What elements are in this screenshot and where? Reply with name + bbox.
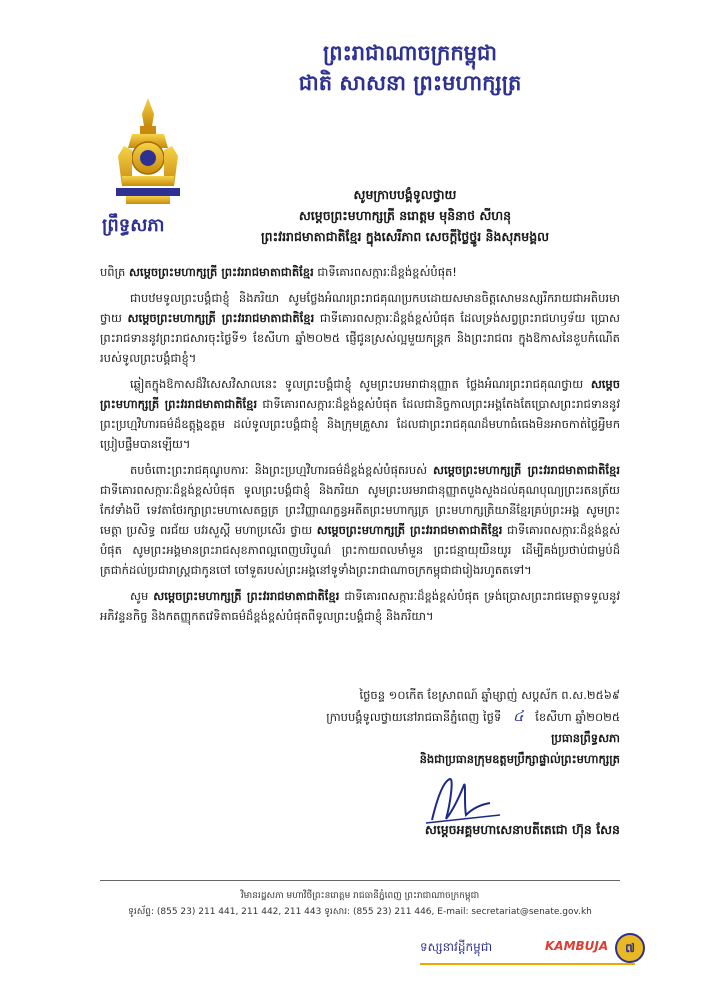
lunar-date: ថ្ងៃចន្ទ ១០កើត ខែស្រាពណ៍ ឆ្នាំម្សាញ់ សប្តស័ក ព.ស.២៥៦៩: [359, 688, 620, 702]
p3-text-a: តបចំពោះព្រះរាជគុណូបការៈ និងព្រះប្រហ្មវិហារធម៌ដ៏ខ្ពង់ខ្ពស់បំផុតរបស់: [130, 463, 428, 477]
place-date: [320, 706, 620, 728]
kingdom-title: ព្រះរាជាណាចក្រកម្ពុជា: [322, 41, 497, 65]
p1-text-a: ជាបឋមទូលព្រះបង្គំជាខ្ញុំ និងភរិយា សូមថ្លែងអំណរព្រះរាជគុណប្រកបដោយសមានចិត្តសោមនស្សរីករាយជាអតិបរមា ថ្វាយ: [100, 291, 620, 325]
paragraph-4: [100, 586, 620, 626]
letterhead: [200, 38, 620, 98]
p1-text-b: ជាទីគោរពសក្ការៈដ៏ខ្ពង់ខ្ពស់បំផុត ដែលទ្រង់សព្វព្រះរាជហឫទ័យ ប្រោសព្រះរាជទាននូវព្រះរាជសារចុះថ្ងៃទី១ ខែសីហា ឆ្នាំ២០២៥ ផ្ញើជូនស្រស់ល្អមួយកន្ត្រក និងព្រះរាជពរ ក្នុងឱកាសនៃខួបកំណើតរបស់ទូលព្រះបង្គំជាខ្ញុំ។: [100, 311, 620, 365]
signer-title-1: ប្រធានព្រឹទ្ធសភា: [551, 731, 620, 745]
p2-text-b: ជាទីគោរពសក្ការៈដ៏ខ្ពង់ខ្ពស់បំផុត ដែលជានិច្ចកាលព្រះអង្គតែងតែប្រោសព្រះរាជទាននូវព្រះប្រហ្មវិហារធម៌ដ៏ឧត្តុង្គឧត្តម ដល់ទូលព្រះបង្គំជាខ្ញុំ និងក្រុមគ្រួសារ ដែលជាព្រះរាជគុណដ៏មហាធំធេងមិនអាចកាត់ថ្លៃអ្វីមកប្រៀបផ្ទឹមបានឡើយ។: [100, 397, 620, 451]
addressee-line-1: សូមក្រាបបង្គំទូលថ្វាយ: [353, 187, 457, 202]
royal-emblem: [102, 96, 194, 206]
paragraph-2: [100, 374, 620, 454]
footer-divider: [100, 880, 620, 881]
place-date-suffix: ខែសីហា ឆ្នាំ២០២៥: [535, 710, 620, 724]
paragraph-1: [100, 288, 620, 368]
p3-text-c: ជាទីគោរពសក្ការៈដ៏ខ្ពង់ខ្ពស់បំផុត សូមព្រះអង្គមានព្រះរាជសុខភាពល្អពេញបរិបូណ៌ ព្រះកាយពលមាំមួន ព្រះជន្មាយុយឺនយូរ ដើម្បីគង់ប្រថាប់ជាម្លប់ដ៏ត្រជាក់ដល់ប្រជារាស្ត្រជាកូនចៅ ចៅទួតរបស់ព្រះអង្គនៅទូទាំងព្រះរាជាណាចក្រកម្ពុជាជារៀងរហូតតទៅ។: [100, 523, 621, 577]
magazine-title: ទស្សនាវដ្តីកម្ពុជា: [420, 940, 493, 954]
salutation-name: សម្តេចព្រះមហាក្សត្រី ព្រះវររាជមាតាជាតិខ្មែរ: [128, 265, 314, 279]
p3-name-2: សម្តេចព្រះមហាក្សត្រី ព្រះវររាជមាតាជាតិខ្មែរ: [316, 523, 503, 537]
addressee-line-3: ព្រះវររាជមាតាជាតិខ្មែរ ក្នុងសេរីភាព សេចក្តីថ្លៃថ្នូរ និងសុភមង្គល: [260, 229, 550, 244]
magazine-page-badge: [420, 933, 660, 971]
salutation-prefix: បពិត្រ: [100, 265, 126, 279]
addressee-line-2: សម្តេចព្រះមហាក្សត្រី នរោត្តម មុនិនាថ សីហនុ: [298, 208, 512, 223]
p2-text-a: ឆ្លៀតក្នុងឱកាសដ៏វិសេសវិសាលនេះ ទូលព្រះបង្គំជាខ្ញុំ សូមព្រះបរមរាជានុញ្ញាត ថ្លែងអំណរព្រះរាជគុណថ្វាយ: [130, 377, 584, 391]
national-motto: ជាតិ សាសនា ព្រះមហាក្សត្រ: [298, 71, 522, 95]
p3-name-1: សម្តេចព្រះមហាក្សត្រី ព្រះវររាជមាតាជាតិខ្មែរ: [433, 463, 621, 477]
paragraph-3: [100, 460, 620, 580]
place-date-prefix: ក្រាបបង្គំទូលថ្វាយនៅរាជធានីភ្នំពេញ ថ្ងៃទី: [326, 710, 502, 724]
p2-name: សម្តេចព្រះមហាក្សត្រី ព្រះវររាជមាតាជាតិខ្មែរ: [100, 377, 621, 411]
signer-title-2: និងជាប្រធានក្រុមឧត្តមប្រឹក្សាផ្ទាល់ព្រះមហាក្សត្រ: [419, 752, 620, 766]
closing-block: [320, 685, 620, 770]
p3-text-b: ជាទីគោរពសក្ការៈដ៏ខ្ពង់ខ្ពស់បំផុត ទូលព្រះបង្គំជាខ្ញុំ និងភរិយា សូមព្រះបរមរាជានុញ្ញាតបួងសួងដល់គុណបុណ្យព្រះរតនត្រ័យ កែវទាំងបី ទេវតាថែរក្សាព្រះមហាសេតច្ឆត្រ ព្រះវិញ្ញាណក្ខន្ធអតីតព្រះមហាក្សត្រ ព្រះមហាក្សត្រិយានីខ្មែរគ្រប់ព្រះអង្គ សូមព្រះមេត្តា ប្រសិទ្ធ ពរជ័យ បវរសួស្តី មហាប្រសើរ ថ្វាយ: [100, 483, 620, 537]
p1-name: សម្តេចព្រះមហាក្សត្រី ព្រះវររាជមាតាជាតិខ្មែរ: [127, 311, 315, 325]
addressee-block: [200, 184, 610, 247]
footer-address: វិមានរដ្ឋសភា មហាវិថីព្រះនរោត្តម រាជធានីភ្នំពេញ ព្រះរាជាណាចក្រកម្ពុជា: [240, 891, 480, 901]
signer-name: សម្តេចអគ្គមហាសេនាបតីតេជោ ហ៊ុន សែន: [424, 822, 620, 837]
footer-contact: ទូរស័ព្ទ: (855 23) 211 441, 211 442, 211 443 ទូរសារ: (855 23) 211 446, E-mail: secretariat@senate.gov.kh: [128, 907, 592, 917]
letter-body: [100, 262, 620, 632]
handwritten-day: ៤: [512, 707, 524, 725]
salutation: [100, 262, 620, 282]
senate-name: ព្រឹទ្ធសភា: [102, 215, 165, 236]
p4-text-b: ជាទីគោរពសក្ការៈដ៏ខ្ពង់ខ្ពស់បំផុត ទ្រង់ប្រោសព្រះរាជមេត្តាទទួលនូវអភិវន្ទនកិច្ច និងកតញ្ញុកតវេទិតាធម៌ដ៏ខ្ពង់ខ្ពស់បំផុតពីទូលព្រះបង្គំជាខ្ញុំ និងភរិយា។: [100, 589, 621, 623]
page-number: ៧: [615, 933, 645, 963]
magazine-brand: KAMBUJA: [545, 939, 609, 953]
letter-footer: [100, 888, 620, 920]
p4-name: សម្តេចព្រះមហាក្សត្រី ព្រះវររាជមាតាជាតិខ្មែរ: [153, 589, 340, 603]
p4-text-a: សូម: [130, 589, 149, 603]
salutation-suffix: ជាទីគោរពសក្ការៈដ៏ខ្ពង់ខ្ពស់បំផុត!: [317, 265, 457, 279]
page-rule: [420, 963, 635, 965]
